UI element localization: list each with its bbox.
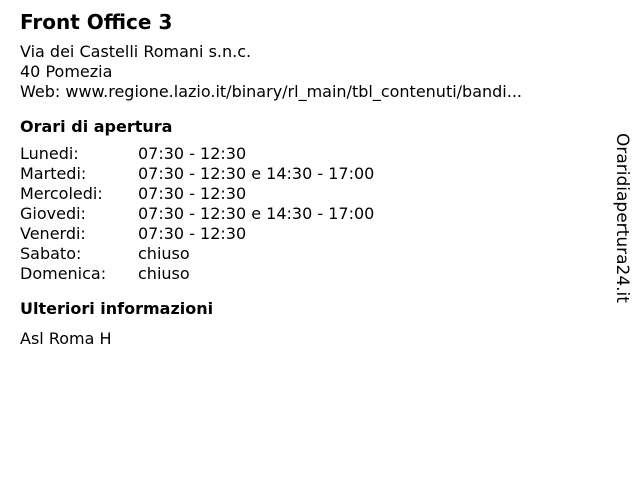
more-info-heading: Ulteriori informazioni — [20, 299, 214, 318]
site-brand-vertical: Oraridiapertura24.it — [612, 133, 632, 303]
hours-row — [20, 264, 600, 284]
address-city: 40 Pomezia — [20, 62, 113, 81]
office-title: Front Office 3 — [20, 10, 173, 34]
hours-day: Giovedi: — [20, 204, 86, 223]
opening-hours-table — [20, 144, 600, 284]
address-street: Via dei Castelli Romani s.n.c. — [20, 42, 252, 61]
hours-day: Domenica: — [20, 264, 107, 283]
hours-day: Mercoledi: — [20, 184, 103, 203]
hours-day: Martedi: — [20, 164, 87, 183]
website-link[interactable]: Web: www.regione.lazio.it/binary/rl_main/tbl_contenuti/bandi... — [20, 82, 523, 101]
hours-row — [20, 164, 600, 184]
hours-row — [20, 224, 600, 244]
hours-row — [20, 184, 600, 204]
hours-time: chiuso — [138, 244, 190, 263]
hours-time: 07:30 - 12:30 — [138, 184, 247, 203]
hours-row — [20, 204, 600, 224]
hours-time: 07:30 - 12:30 — [138, 144, 247, 163]
hours-day: Venerdi: — [20, 224, 86, 243]
hours-day: Sabato: — [20, 244, 82, 263]
hours-row — [20, 144, 600, 164]
hours-row — [20, 244, 600, 264]
hours-day: Lunedi: — [20, 144, 79, 163]
hours-time: 07:30 - 12:30 e 14:30 - 17:00 — [138, 164, 375, 183]
hours-time: 07:30 - 12:30 — [138, 224, 247, 243]
address-block — [20, 42, 600, 102]
hours-time: 07:30 - 12:30 e 14:30 - 17:00 — [138, 204, 375, 223]
opening-hours-heading: Orari di apertura — [20, 117, 173, 136]
office-details — [20, 8, 600, 349]
more-info-text: Asl Roma H — [20, 329, 112, 348]
hours-time: chiuso — [138, 264, 190, 283]
